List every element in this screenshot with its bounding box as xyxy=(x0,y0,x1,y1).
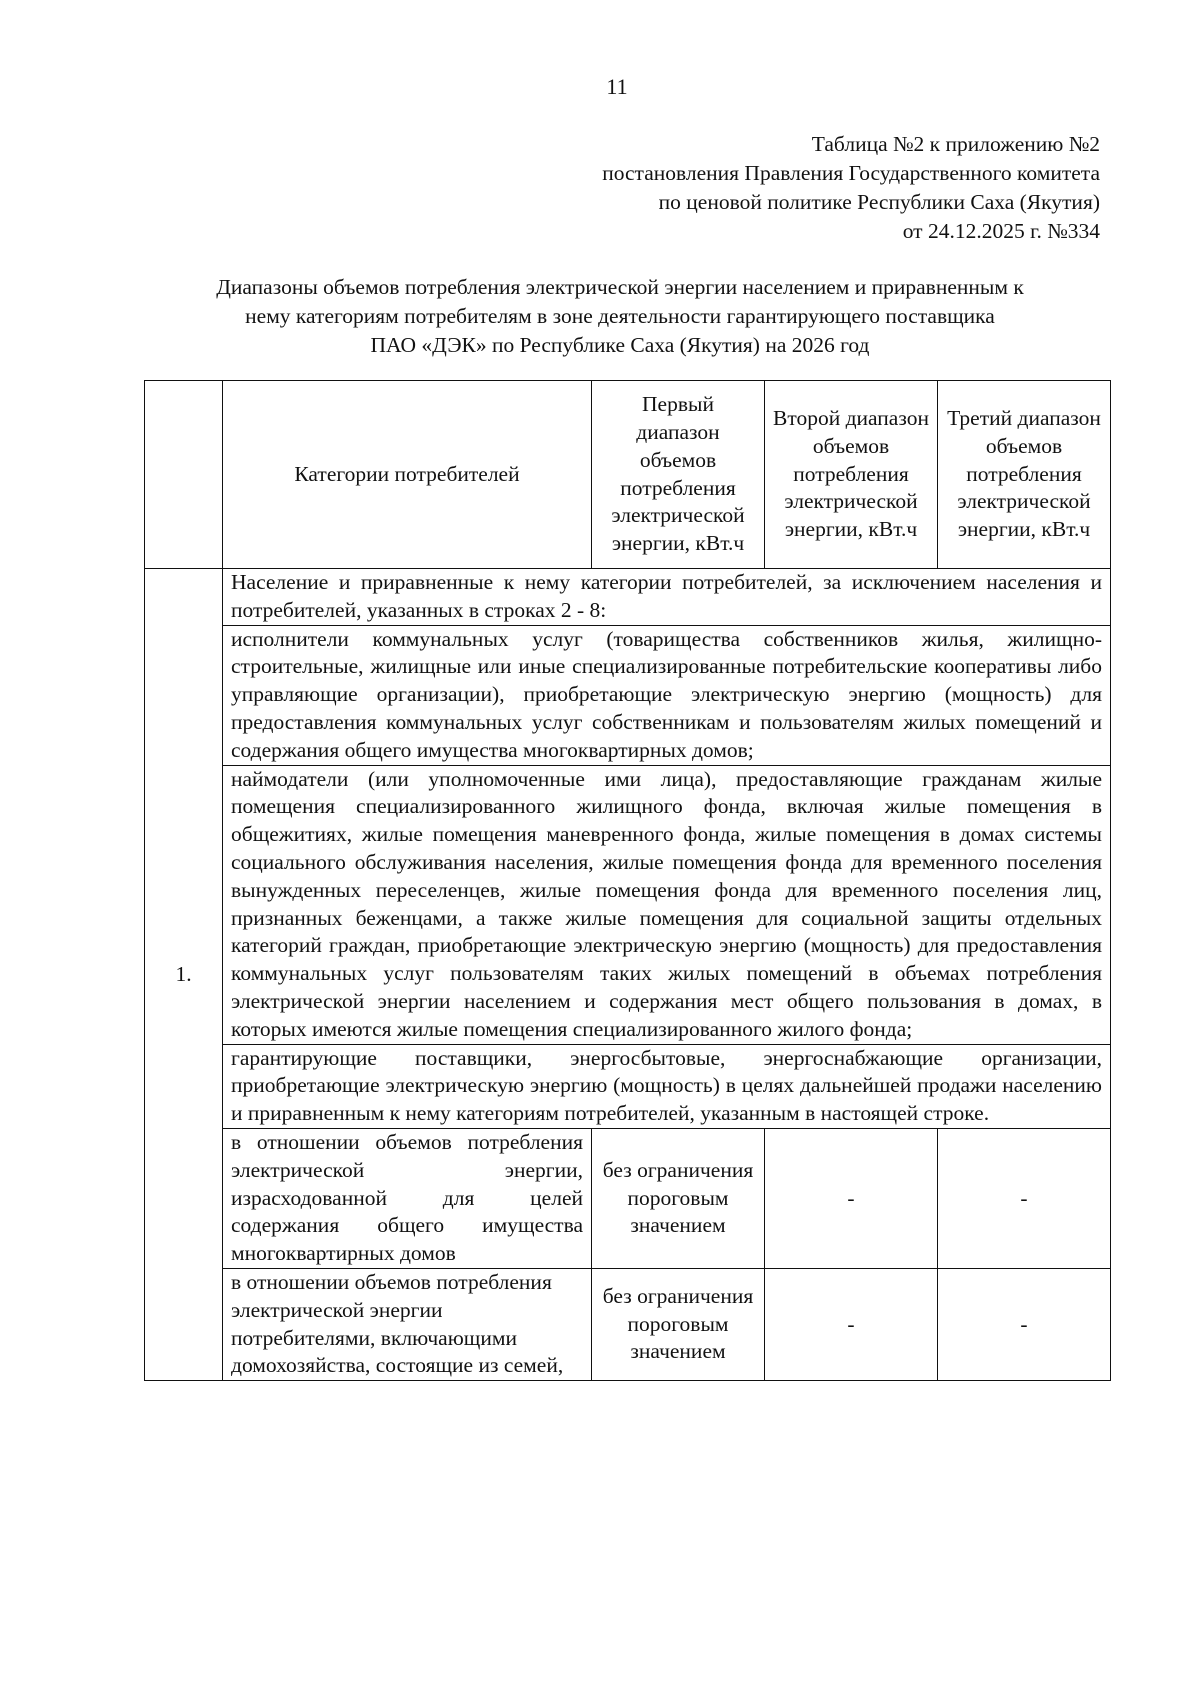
category-cell: в отношении объемов потребления электрической энергии потребителями, включающими домохозяйства, состоящие из семей, xyxy=(223,1268,592,1380)
range-2-value: - xyxy=(765,1268,938,1380)
title-line: нему категориям потребителям в зоне деятельности гарантирующего поставщика xyxy=(245,304,995,328)
table-row xyxy=(145,1128,1111,1268)
range-1-value: без ограничения пороговым значением xyxy=(592,1268,765,1380)
table-row xyxy=(145,569,1111,626)
document-title xyxy=(120,273,1120,360)
table-row xyxy=(145,1268,1111,1380)
document-header xyxy=(602,130,1100,246)
header-category: Категории потребителей xyxy=(223,381,592,569)
table-row xyxy=(145,625,1111,765)
table-row xyxy=(145,1044,1111,1128)
header-line: постановления Правления Государственного комитета xyxy=(602,161,1100,185)
category-cell: в отношении объемов потребления электрической энергии, израсходованной для целей содержания общего имущества многоквартирных домов xyxy=(223,1128,592,1268)
range-3-value: - xyxy=(938,1128,1111,1268)
header-range-3: Третий диапазон объемов потребления электрической энергии, кВт.ч xyxy=(938,381,1111,569)
consumption-ranges-table xyxy=(144,380,1111,1381)
page-number: 11 xyxy=(606,74,628,99)
header-range-2: Второй диапазон объемов потребления электрической энергии, кВт.ч xyxy=(765,381,938,569)
section-text: исполнители коммунальных услуг (товарищества собственников жилья, жилищно-строительные, жилищные или иные специализированные потребительские кооперативы либо управляющие организации), приобретающие электрическую энергию (мощность) для предоставления коммунальных услуг собственникам и пользователям жилых помещений и содержания общего имущества многоквартирных домов; xyxy=(223,625,1111,765)
row-number: 1. xyxy=(145,569,223,1381)
range-3-value: - xyxy=(938,1268,1111,1380)
section-text: наймодатели (или уполномоченные ими лица), предоставляющие гражданам жилые помещения специализированного жилищного фонда, включая жилые помещения в общежитиях, жилые помещения маневренного фонда, жилые помещения в домах системы социального обслуживания населения, жилые помещения фонда для временного поселения вынужденных переселенцев, жилые помещения фонда для временного поселения лиц, признанных беженцами, а также жилые помещения для социальной защиты отдельных категорий граждан, приобретающие электрическую энергию (мощность) для предоставления коммунальных услуг пользователям таких жилых помещений в объемах потребления электрической энергии населением и содержания мест общего пользования в домах, в которых имеются жилые помещения специализированного жилого фонда; xyxy=(223,765,1111,1044)
title-line: ПАО «ДЭК» по Республике Саха (Якутия) на 2026 год xyxy=(370,333,870,357)
range-1-value: без ограничения пороговым значением xyxy=(592,1128,765,1268)
title-line: Диапазоны объемов потребления электрической энергии населением и приравненным к xyxy=(216,275,1024,299)
header-number-cell xyxy=(145,381,223,569)
range-2-value: - xyxy=(765,1128,938,1268)
section-text: гарантирующие поставщики, энергосбытовые, энергоснабжающие организации, приобретающие электрическую энергию (мощность) в целях дальнейшей продажи населению и приравненным к нему категориям потребителей, указанным в настоящей строке. xyxy=(223,1044,1111,1128)
header-range-1: Первый диапазон объемов потребления электрической энергии, кВт.ч xyxy=(592,381,765,569)
header-line: Таблица №2 к приложению №2 xyxy=(811,132,1100,156)
table-header-row xyxy=(145,381,1111,569)
table-row xyxy=(145,765,1111,1044)
header-line: по ценовой политике Республики Саха (Якутия) xyxy=(658,190,1100,214)
header-line: от 24.12.2025 г. №334 xyxy=(902,219,1100,243)
section-text: Население и приравненные к нему категории потребителей, за исключением населения и потребителей, указанных в строках 2 - 8: xyxy=(223,569,1111,626)
